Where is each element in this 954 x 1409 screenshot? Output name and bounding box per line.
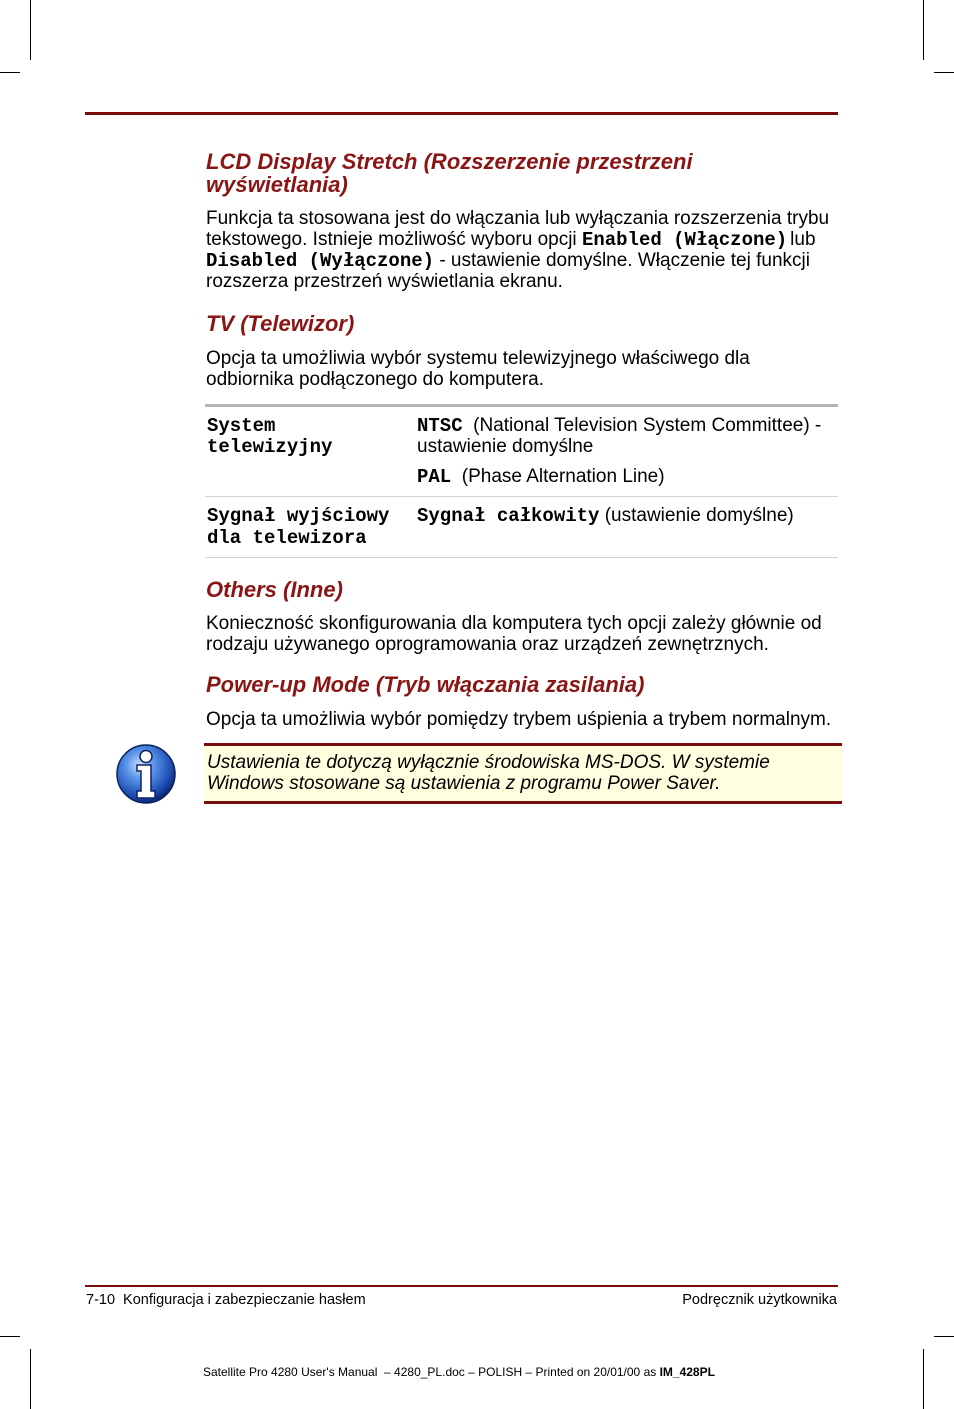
- setting-value: [417, 415, 821, 437]
- body-text: lub: [790, 229, 816, 250]
- crop-mark: [0, 72, 20, 73]
- header-rule: [85, 112, 838, 115]
- value-description: ustawienie domyślne: [417, 436, 594, 457]
- crop-mark: [934, 1336, 954, 1337]
- table-bottom-rule: [205, 557, 838, 558]
- crop-mark: [923, 1349, 924, 1409]
- option-disabled: Disabled (Wyłączone): [206, 250, 435, 272]
- section-heading: Power-up Mode (Tryb włączania zasilania): [206, 672, 645, 697]
- section-heading: LCD Display Stretch (Rozszerzenie przestrzeni: [206, 149, 693, 174]
- crop-mark: [923, 0, 924, 60]
- body-text: odbiornika podłączonego do komputera.: [206, 369, 545, 390]
- body-text-line: [206, 250, 810, 272]
- body-text: rodzaju używanego oprogramowania oraz urządzeń zewnętrznych.: [206, 634, 769, 655]
- footer-rule: [85, 1285, 838, 1287]
- crop-mark: [30, 0, 31, 60]
- section-heading: TV (Telewizor): [206, 311, 355, 336]
- setting-name: telewizyjny: [207, 436, 333, 458]
- value-description: (ustawienie domyślne): [599, 505, 794, 526]
- section-heading: wyświetlania): [206, 172, 348, 197]
- crop-mark: [0, 1336, 20, 1337]
- table-top-rule: [205, 404, 838, 407]
- body-text: Opcja ta umożliwia wybór systemu telewizyjnego właściwego dla: [206, 348, 750, 369]
- table-row-divider: [205, 496, 838, 497]
- print-info-text: Satellite Pro 4280 User's Manual – 4280_PL.doc – POLISH – Printed on 20/01/00 as: [203, 1365, 660, 1379]
- body-text: Funkcja ta stosowana jest do włączania lub wyłączania rozszerzenia trybu: [206, 208, 830, 229]
- footer-left: [86, 1292, 366, 1309]
- setting-name: Sygnał wyjściowy: [207, 505, 390, 527]
- crop-mark: [30, 1349, 31, 1409]
- body-text-line: [206, 229, 816, 251]
- note-text: Windows stosowane są ustawienia z programu Power Saver.: [207, 773, 721, 794]
- chapter-title: Konfiguracja i zabezpieczanie hasłem: [123, 1292, 366, 1308]
- value-description: (Phase Alternation Line): [451, 466, 665, 487]
- section-heading: Others (Inne): [206, 577, 343, 602]
- value-description: (National Television System Committee) -: [462, 415, 822, 436]
- note-text: Ustawienia te dotyczą wyłącznie środowiska MS-DOS. W systemie: [207, 752, 770, 773]
- setting-value: [417, 466, 665, 488]
- setting-value: [417, 505, 794, 527]
- body-text: rozszerza przestrzeń wyświetlania ekranu.: [206, 271, 563, 292]
- body-text: tekstowego. Istnieje możliwość wyboru opcji: [206, 229, 582, 250]
- body-text: Konieczność skonfigurowania dla komputera tych opcji zależy głównie od: [206, 613, 822, 634]
- manual-title: Podręcznik użytkownika: [682, 1292, 837, 1308]
- body-text: - ustawienie domyślne. Włączenie tej funkcji: [434, 250, 810, 271]
- setting-name: dla telewizora: [207, 527, 367, 549]
- value-code: PAL: [417, 466, 452, 488]
- setting-name: System: [207, 415, 276, 437]
- page-number: 7-10: [86, 1292, 116, 1308]
- print-info: [203, 1365, 715, 1379]
- option-enabled: Enabled (Włączone): [581, 229, 788, 251]
- value-code: Sygnał całkowity: [417, 505, 600, 527]
- crop-mark: [934, 72, 954, 73]
- info-icon: [114, 743, 178, 805]
- value-code: NTSC: [417, 415, 463, 437]
- body-text: Opcja ta umożliwia wybór pomiędzy trybem uśpienia a trybem normalnym.: [206, 709, 832, 730]
- document-id: IM_428PL: [659, 1365, 715, 1379]
